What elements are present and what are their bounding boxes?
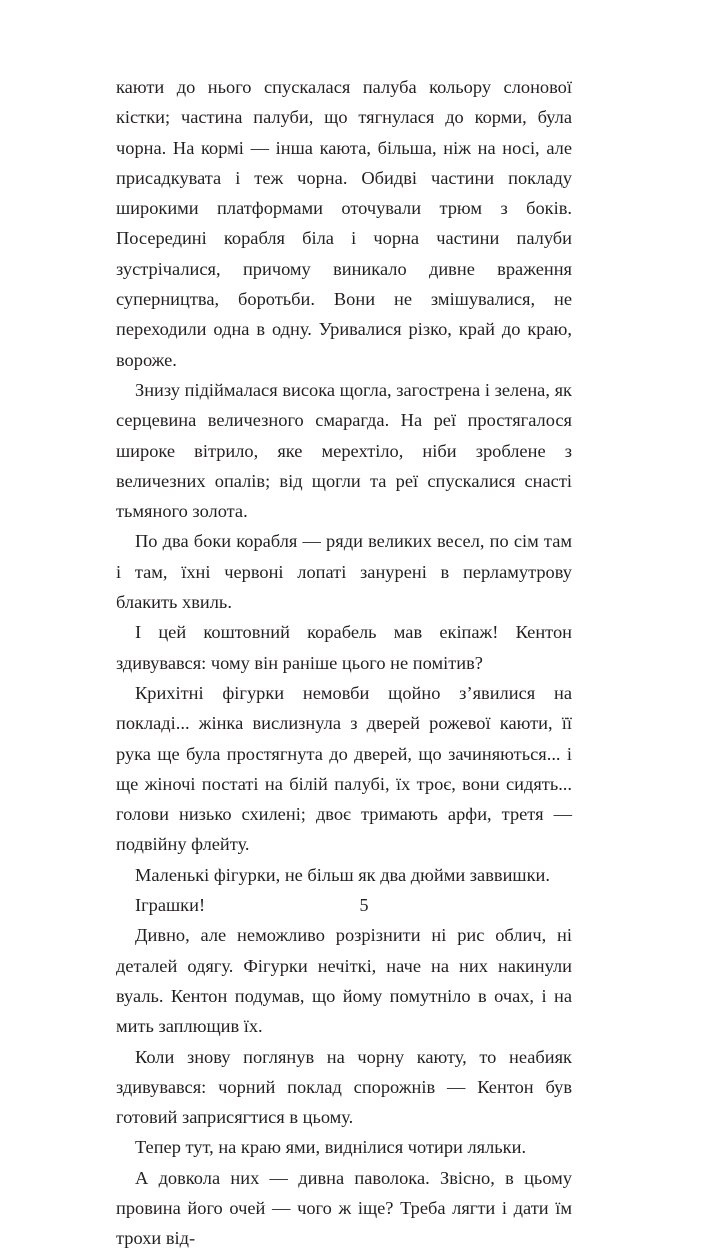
paragraph: Іграшки! bbox=[135, 895, 206, 916]
paragraph: Крихітні фігурки немовби щойно з’явилися на покладі... жінка вислизнула з дверей рожевої каюти, її рука ще була простягнута до дверей, що зачиняються... і ще жіночі постаті на білій палубі, їх троє, вони сидять... голови низько схилені; двоє тримають арфи, третя — подвійну флейту. bbox=[116, 682, 572, 855]
paragraph: Тепер тут, на краю ями, виднілися чотири ляльки. bbox=[135, 1137, 527, 1158]
paragraph: каюти до нього спускалася палуба кольору слонової кістки; частина палуби, що тягнулася до корми, була чорна. На кормі — інша каюта, більша, ніж на носі, але присадкувата і теж чорна. Обидві частини покладу широкими платформами оточували трюм з боків. Посередині корабля біла і чорна частини палуби зустрічалися, причому виникало дивне враження суперництва, боротьби. Вони не змішувалися, не переходили одна в одну. Уривалися різко, край до краю, вороже. bbox=[116, 77, 572, 370]
body-text bbox=[116, 72, 572, 1254]
paragraph: Маленькі фігурки, не більш як два дюйми заввишки. bbox=[135, 864, 550, 885]
paragraph: А довкола них — дивна паволока. Звісно, в цьому провина його очей — чого ж іще? Треба лягти і дати їм трохи від- bbox=[116, 1167, 572, 1249]
paragraph: Дивно, але неможливо розрізнити ні рис облич, ні деталей одягу. Фігурки нечіткі, наче на них накинули вуаль. Кентон подумав, що йому помутніло в очах, і на мить заплющив їх. bbox=[116, 925, 572, 1037]
paragraph: І цей коштовний корабель мав екіпаж! Кентон здивувався: чому він раніше цього не помітив? bbox=[116, 622, 572, 673]
paragraph: Знизу підіймалася висока щогла, загострена і зелена, як серцевина величезного смарагда. На реї простягалося широке вітрило, яке мерехтіло, ніби зроблене з величезних опалів; від щогли та реї спускалися снасті тьмяного золота. bbox=[116, 379, 572, 522]
page-number: 5 bbox=[359, 895, 369, 915]
paragraph: Коли знову поглянув на чорну каюту, то неабияк здивувався: чорний поклад спорожнів — Кентон був готовий заприсягтися в цьому. bbox=[116, 1046, 572, 1128]
paragraph: По два боки корабля — ряди великих весел, по сім там і там, їхні червоні лопаті занурені в перламутрову блакить хвиль. bbox=[116, 531, 572, 613]
